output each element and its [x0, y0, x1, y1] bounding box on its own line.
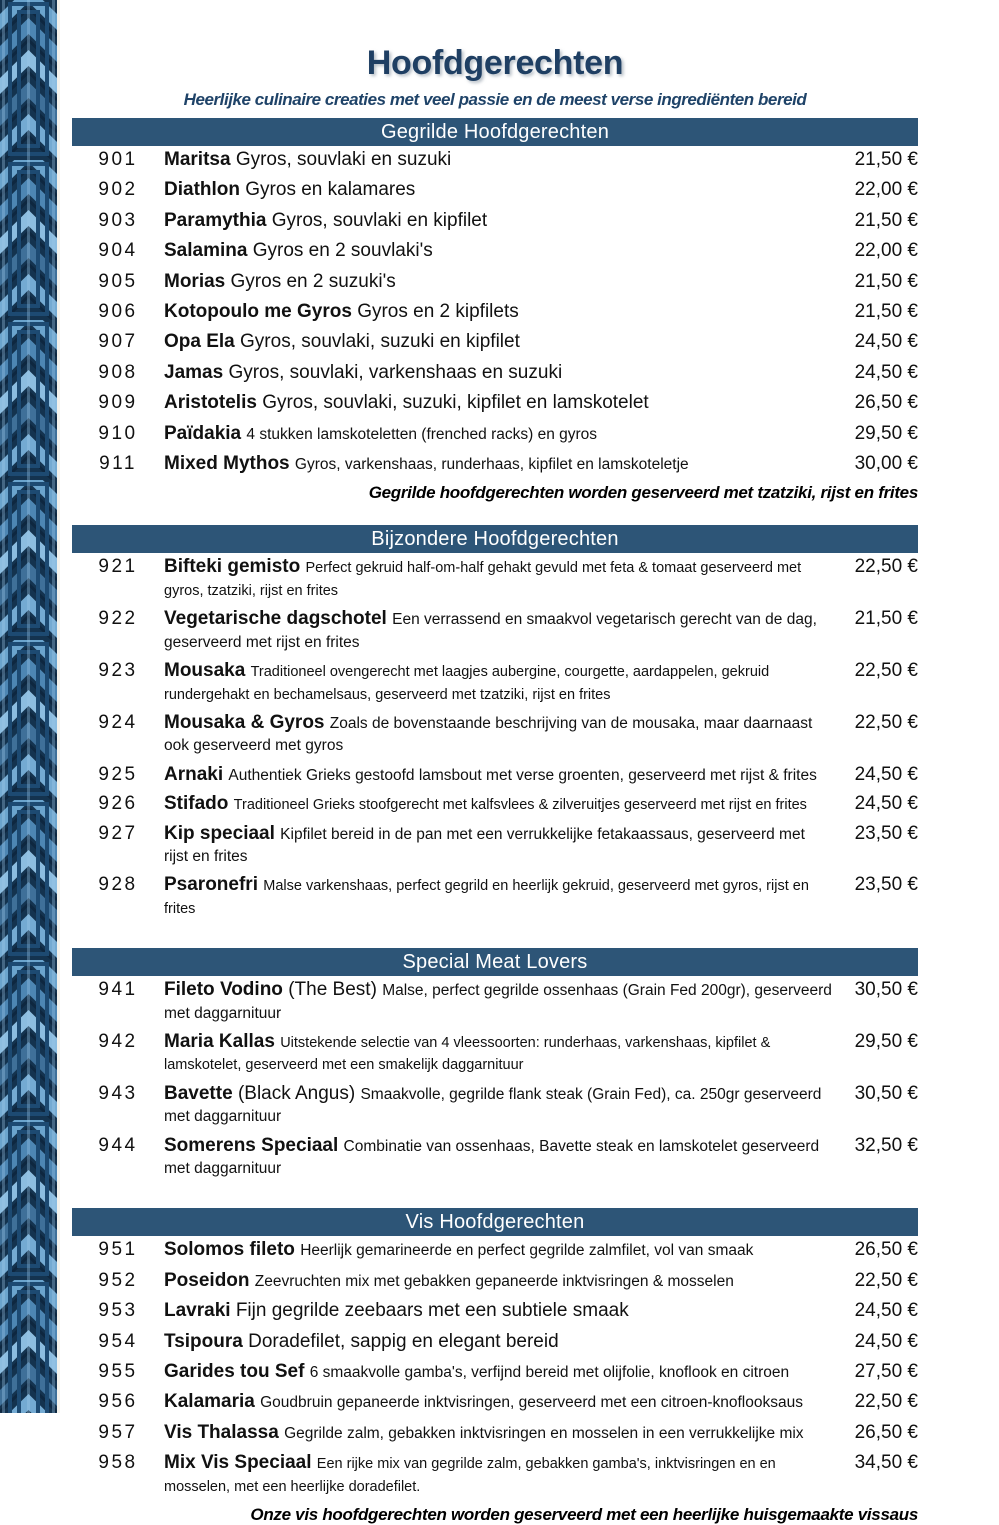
item-body: [164, 979, 832, 1031]
item-name: Solomos fileto: [164, 1239, 295, 1261]
item-description: Gyros en 2 suzuki's: [230, 270, 396, 292]
item-name: Lavraki: [164, 1300, 231, 1322]
item-number: 944: [98, 1134, 138, 1156]
item-body: [164, 1239, 832, 1269]
section-footnote-row: [72, 1505, 918, 1525]
menu-item-row[interactable]: [72, 1270, 918, 1300]
item-number: 910: [98, 422, 138, 444]
item-number: 922: [98, 608, 138, 630]
item-body: [164, 823, 832, 875]
section-spacer: [72, 503, 918, 525]
item-name: Vis Thalassa: [164, 1421, 279, 1443]
menu-items-table: [72, 1239, 918, 1525]
menu-item-row[interactable]: [72, 660, 918, 712]
item-name: Fileto Vodino: [164, 979, 283, 1001]
menu-item-row[interactable]: [72, 608, 918, 660]
item-subname: (The Best): [288, 979, 377, 1001]
item-subname: (Black Angus): [237, 1082, 356, 1104]
item-body: [164, 240, 832, 270]
item-number: 952: [98, 1269, 138, 1291]
menu-item-row[interactable]: [72, 331, 918, 361]
item-description: Gyros, souvlaki, varkenshaas en suzuki: [228, 361, 563, 383]
item-description: Traditioneel Grieks stoofgerecht met kalfsvlees & zilveruitjes geserveerd met rijst en frites: [233, 797, 807, 814]
item-body: [164, 1083, 832, 1135]
section-header-1: Bijzondere Hoofdgerechten: [72, 525, 918, 553]
section-header-0: Gegrilde Hoofdgerechten: [72, 118, 918, 146]
item-body: [164, 453, 832, 483]
item-number: 921: [98, 556, 138, 578]
menu-item-row[interactable]: [72, 1361, 918, 1391]
item-price: 21,50 €: [854, 209, 918, 231]
item-body: [164, 556, 832, 608]
item-price: 26,50 €: [854, 392, 918, 414]
item-price: 30,50 €: [854, 979, 918, 1001]
item-name: Tsipoura: [164, 1330, 243, 1352]
item-body: [164, 210, 832, 240]
item-number: 958: [98, 1452, 138, 1474]
item-description: Kipfilet bereid in de pan met een verrukkelijke fetakaassaus, geserveerd met rijst en frites: [164, 825, 805, 865]
item-name: Mousaka & Gyros: [164, 711, 325, 733]
item-number: 901: [98, 149, 138, 170]
item-price: 24,50 €: [854, 361, 918, 383]
item-description: 4 stukken lamskoteletten (frenched racks) en gyros: [246, 425, 598, 443]
item-price: 26,50 €: [854, 1239, 918, 1261]
item-number: 943: [98, 1082, 138, 1104]
item-description: Smaakvolle, gegrilde flank steak (Grain Fed), ca. 250gr geserveerd met daggarnituur: [164, 1085, 822, 1126]
item-price: 21,50 €: [854, 301, 918, 323]
item-name: Mixed Mythos: [164, 453, 290, 475]
menu-item-row[interactable]: [72, 1391, 918, 1421]
menu-item-row[interactable]: [72, 1031, 918, 1083]
item-body: [164, 793, 832, 822]
item-body: [164, 331, 832, 361]
item-name: Jamas: [164, 361, 224, 383]
item-number: 905: [98, 270, 138, 292]
item-description: Combinatie van ossenhaas, Bavette steak en lamskotelet geserveerd met daggarnituur: [164, 1137, 820, 1177]
menu-items-table: [72, 149, 918, 503]
item-description: Gyros en 2 kipfilets: [357, 301, 519, 323]
menu-item-row[interactable]: [72, 712, 918, 764]
item-number: 953: [98, 1300, 138, 1322]
menu-item-row[interactable]: [72, 453, 918, 483]
item-body: [164, 392, 832, 422]
item-price: 21,50 €: [854, 149, 918, 170]
item-name: Kip speciaal: [164, 822, 275, 844]
item-price: 23,50 €: [854, 874, 918, 896]
item-description: Heerlijk gemarineerde en perfect gegrilde zalmfilet, vol van smaak: [300, 1242, 754, 1260]
item-number: 904: [98, 240, 138, 262]
item-price: 30,50 €: [854, 1082, 918, 1104]
item-price: 22,50 €: [854, 556, 918, 578]
item-description: Authentiek Grieks gestoofd lamsbout met verse groenten, geserveerd met rijst & frites: [228, 766, 817, 784]
item-description: Gegrilde zalm, gebakken inktvisringen en mosselen in een verrukkelijke mix: [284, 1424, 804, 1442]
item-name: Salamina: [164, 240, 248, 262]
menu-item-row[interactable]: [72, 179, 918, 209]
item-body: [164, 1331, 832, 1361]
item-number: 956: [98, 1391, 138, 1413]
item-body: [164, 423, 832, 453]
item-price: 22,50 €: [854, 1269, 918, 1291]
section-header-3: Vis Hoofdgerechten: [72, 1208, 918, 1236]
menu-item-row[interactable]: [72, 764, 918, 793]
border-edge-divider: [57, 0, 60, 1413]
item-body: [164, 608, 832, 660]
menu-item-row[interactable]: [72, 149, 918, 179]
item-price: 24,50 €: [854, 793, 918, 815]
item-description: Perfect gekruid half-om-half gehakt gevuld met feta & tomaat geserveerd met gyros, tzatziki, rijst en frites: [164, 560, 802, 599]
item-price: 24,50 €: [854, 331, 918, 353]
item-name: Maritsa: [164, 149, 231, 170]
section-spacer: [72, 1186, 918, 1208]
item-name: Vegetarische dagschotel: [164, 608, 387, 630]
page-subtitle: Heerlijke culinaire creaties met veel passie en de meest verse ingrediënten bereid: [183, 90, 807, 109]
item-description: Gyros, varkenshaas, runderhaas, kipfilet en lamskoteletje: [294, 456, 689, 474]
section-header-2: Special Meat Lovers: [72, 948, 918, 976]
item-name: Bavette: [164, 1082, 233, 1104]
item-price: 27,50 €: [854, 1361, 918, 1383]
item-price: 22,50 €: [854, 660, 918, 682]
item-name: Garides tou Sef: [164, 1361, 305, 1383]
item-description: Fijn gegrilde zeebaars met een subtiele smaak: [235, 1300, 629, 1322]
item-price: 21,50 €: [854, 608, 918, 630]
item-body: [164, 271, 832, 301]
menu-item-row[interactable]: [72, 1300, 918, 1330]
item-price: 30,00 €: [854, 453, 918, 475]
item-name: Opa Ela: [164, 331, 235, 353]
item-body: [164, 1361, 832, 1391]
menu-item-row[interactable]: [72, 240, 918, 270]
menu-item-row[interactable]: [72, 271, 918, 301]
item-price: 22,00 €: [854, 240, 918, 262]
menu-item-row[interactable]: [72, 301, 918, 331]
item-price: 24,50 €: [854, 1330, 918, 1352]
item-name: Maria Kallas: [164, 1030, 275, 1052]
item-number: 941: [98, 979, 138, 1001]
menu-item-row[interactable]: [72, 362, 918, 392]
item-number: 923: [98, 660, 138, 682]
item-price: 34,50 €: [854, 1452, 918, 1474]
menu-items-table: [72, 556, 918, 926]
item-name: Paramythia: [164, 209, 267, 231]
item-body: [164, 179, 832, 209]
item-number: 955: [98, 1361, 138, 1383]
item-body: [164, 660, 832, 712]
item-description: Gyros en 2 souvlaki's: [252, 240, 433, 262]
item-number: 906: [98, 301, 138, 323]
item-name: Arnaki: [164, 763, 224, 785]
item-body: [164, 149, 832, 179]
section-spacer: [72, 926, 918, 948]
item-number: 907: [98, 331, 138, 353]
item-number: 908: [98, 361, 138, 383]
item-description: Goudbruin gepaneerde inktvisringen, geserveerd met een citroen-knoflooksaus: [260, 1394, 803, 1412]
item-body: [164, 362, 832, 392]
item-description: Gyros, souvlaki en suzuki: [235, 149, 452, 170]
item-price: 23,50 €: [854, 822, 918, 844]
item-body: [164, 1270, 832, 1300]
item-description: Malse, perfect gegrilde ossenhaas (Grain Fed 200gr), geserveerd met daggarnituur: [164, 982, 832, 1022]
item-body: [164, 1031, 832, 1083]
menu-item-row[interactable]: [72, 1083, 918, 1135]
item-number: 926: [98, 793, 138, 815]
item-price: 22,50 €: [854, 711, 918, 733]
item-name: Psaronefri: [164, 874, 258, 896]
item-description: Traditioneel ovengerecht met laagjes aubergine, courgette, aardappelen, gekruid rundergehakt en bechamelsaus, geserveerd met tzatziki, rijst en frites: [164, 664, 770, 703]
item-number: 903: [98, 209, 138, 231]
section-footnote: Gegrilde hoofdgerechten worden geserveerd met tzatziki, rijst en frites: [368, 483, 918, 503]
menu-item-row[interactable]: [72, 1239, 918, 1269]
item-body: [164, 1422, 832, 1452]
item-body: [164, 1452, 832, 1505]
menu-item-row[interactable]: [72, 556, 918, 608]
item-name: Poseidon: [164, 1269, 250, 1291]
menu-item-row[interactable]: [72, 392, 918, 422]
item-name: Païdakia: [164, 422, 242, 444]
greek-key-border: [0, 0, 57, 1413]
item-price: 24,50 €: [854, 1300, 918, 1322]
item-body: [164, 1300, 832, 1330]
item-number: 951: [98, 1239, 138, 1261]
item-price: 21,50 €: [854, 270, 918, 292]
item-description: 6 smaakvolle gamba's, verfijnd bereid met olijfolie, knoflook en citroen: [309, 1364, 790, 1382]
menu-items-table: [72, 979, 918, 1186]
item-price: 26,50 €: [854, 1421, 918, 1443]
menu-item-row[interactable]: [72, 423, 918, 453]
section-footnote-row: [72, 483, 918, 503]
menu-item-row[interactable]: [72, 823, 918, 875]
item-description: Zeevruchten mix met gebakken gepaneerde inktvisringen & mosselen: [254, 1272, 734, 1290]
item-price: 22,50 €: [854, 1391, 918, 1413]
item-name: Kotopoulo me Gyros: [164, 301, 352, 323]
item-body: [164, 1391, 832, 1421]
section-footnote: Onze vis hoofdgerechten worden geserveerd met een heerlijke huisgemaakte vissaus: [250, 1505, 918, 1525]
menu-item-row[interactable]: [72, 1135, 918, 1187]
menu-item-row[interactable]: [72, 1422, 918, 1452]
item-number: 954: [98, 1330, 138, 1352]
item-name: Morias: [164, 270, 226, 292]
item-name: Kalamaria: [164, 1391, 255, 1413]
item-name: Diathlon: [164, 179, 240, 201]
item-body: [164, 874, 832, 926]
greek-key-pattern-icon: [0, 0, 57, 1413]
page-title: Hoofdgerechten: [366, 44, 624, 82]
item-number: 957: [98, 1421, 138, 1443]
item-price: 29,50 €: [854, 422, 918, 444]
menu-item-row[interactable]: [72, 793, 918, 822]
item-name: Mix Vis Speciaal: [164, 1452, 312, 1474]
item-body: [164, 1135, 832, 1187]
item-description: Een verrassend en smaakvol vegetarisch gerecht van de dag, geserveerd met rijst en frites: [164, 611, 817, 651]
menu-item-row[interactable]: [72, 1331, 918, 1361]
menu-item-row[interactable]: [72, 874, 918, 926]
item-description: Gyros en kalamares: [245, 179, 416, 201]
item-name: Bifteki gemisto: [164, 556, 301, 578]
item-number: 909: [98, 392, 138, 414]
item-number: 942: [98, 1030, 138, 1052]
item-description: Doradefilet, sappig en elegant bereid: [248, 1330, 559, 1352]
menu-item-row[interactable]: [72, 979, 918, 1031]
item-body: [164, 301, 832, 331]
item-price: 29,50 €: [854, 1030, 918, 1052]
item-description: Uitstekende selectie van 4 vleessoorten: runderhaas, varkenshaas, kipfilet & lamskotelet, geserveerd met een smakelijk daggarnituur: [164, 1034, 771, 1074]
item-description: Gyros, souvlaki, suzuki en kipfilet: [240, 331, 520, 353]
item-name: Mousaka: [164, 660, 246, 682]
item-number: 928: [98, 874, 138, 896]
item-description: Gyros, souvlaki en kipfilet: [271, 209, 488, 231]
item-description: Gyros, souvlaki, suzuki, kipfilet en lamskotelet: [262, 392, 649, 414]
item-name: Somerens Speciaal: [164, 1134, 339, 1156]
item-number: 924: [98, 711, 138, 733]
item-name: Aristotelis: [164, 392, 257, 414]
item-body: [164, 712, 832, 764]
item-price: 32,50 €: [854, 1134, 918, 1156]
item-number: 927: [98, 822, 138, 844]
item-number: 925: [98, 763, 138, 785]
menu-item-row[interactable]: [72, 1452, 918, 1505]
item-number: 911: [99, 453, 137, 475]
item-description: Een rijke mix van gegrilde zalm, gebakken gamba's, inktvisringen en en mosselen, met een heerlijke doradefilet.: [164, 1456, 776, 1495]
item-name: Stifado: [164, 793, 229, 815]
item-body: [164, 764, 832, 793]
item-price: 24,50 €: [854, 763, 918, 785]
item-number: 902: [98, 179, 138, 201]
item-price: 22,00 €: [854, 179, 918, 201]
menu-item-row[interactable]: [72, 210, 918, 240]
menu-sections: [72, 118, 918, 1525]
item-description: Malse varkenshaas, perfect gegrild en heerlijk gekruid, geserveerd met gyros, rijst en frites: [164, 878, 809, 917]
item-description: Zoals de bovenstaande beschrijving van de mousaka, maar daarnaast ook geserveerd met gyros: [164, 714, 813, 755]
